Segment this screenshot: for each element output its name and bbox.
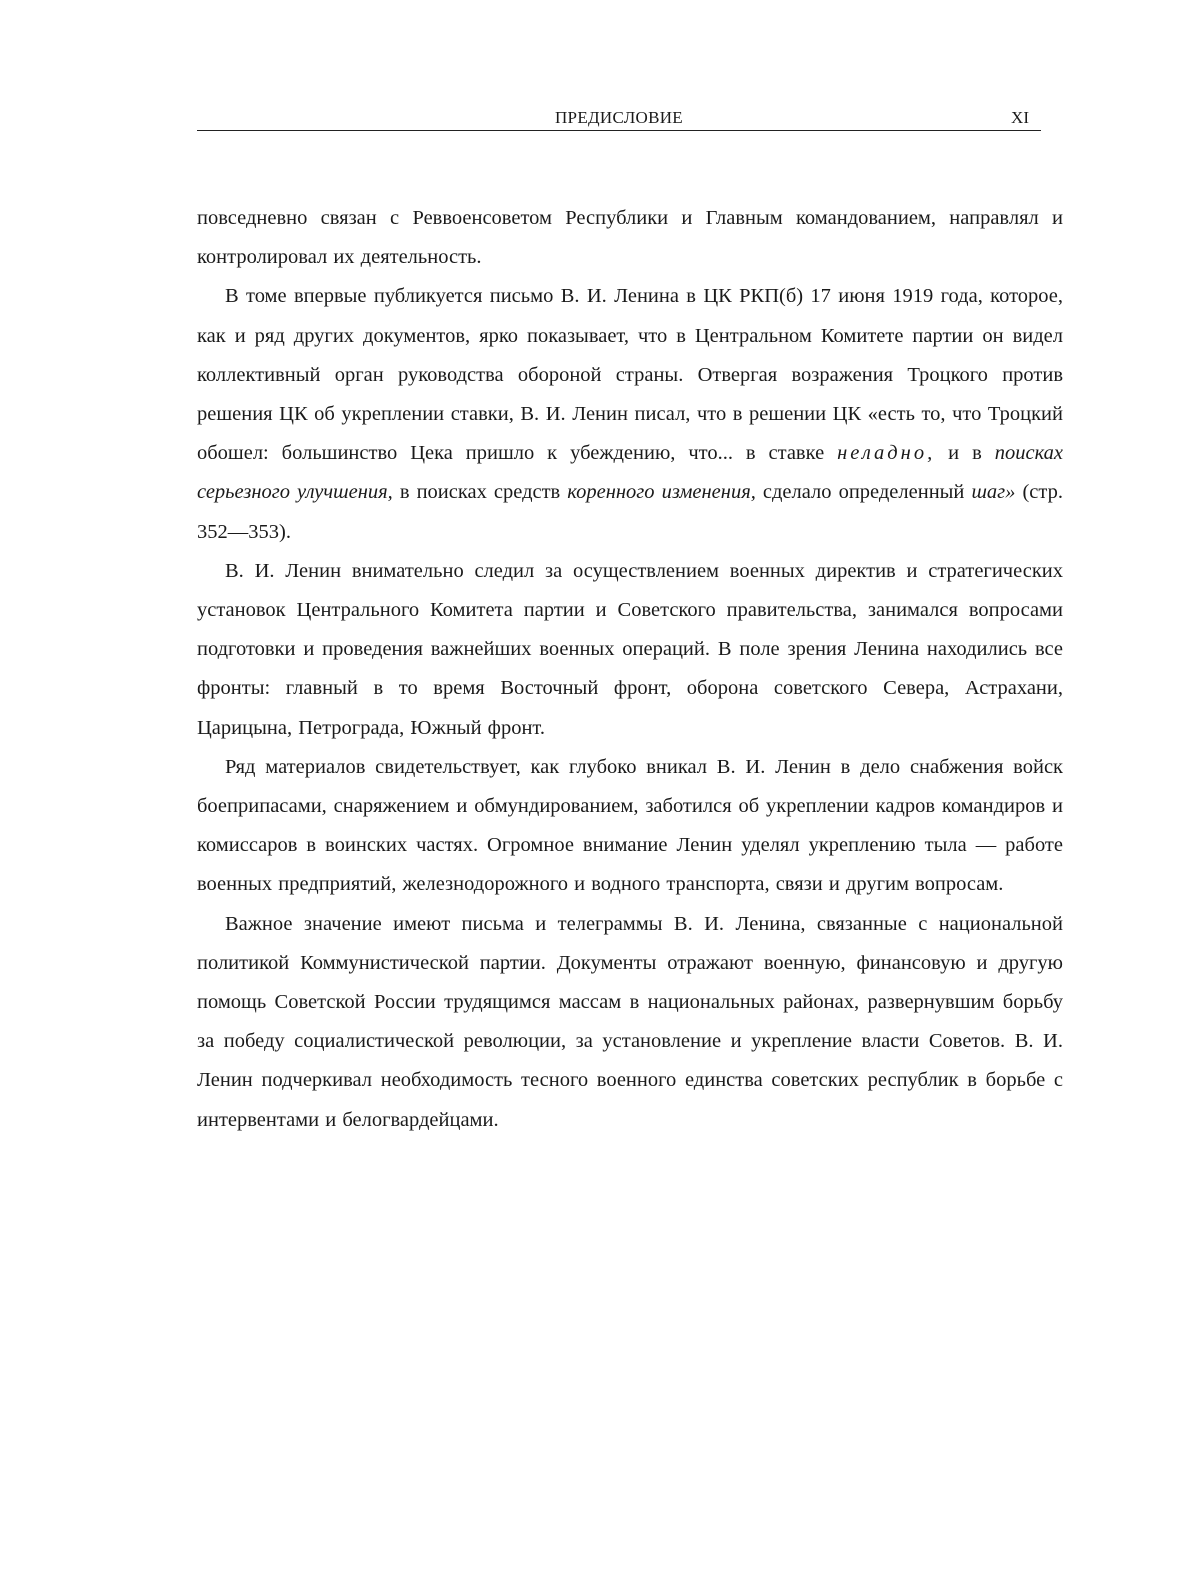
paragraph-3: В. И. Ленин внимательно следил за осуществлением военных директив и стратегических установок Центрального Комитета партии и Советского правительства, занимался вопросами подготовки и проведения важнейших военных операций. В поле зрения Ленина находились все фронты: главный в то время Восточный фронт, оборона советского Севера, Астрахани, Царицына, Петрограда, Южный фронт. xyxy=(197,559,1063,739)
paragraph-1: повседневно связан с Реввоенсоветом Республики и Главным командованием, направлял и контролировал их деятельность. xyxy=(197,207,1063,269)
paragraph-2-text-c: в поисках средств xyxy=(392,481,568,504)
emphasis-improvement: поисках серьезного улучшения, xyxy=(197,442,1063,504)
body-text xyxy=(197,199,1063,1140)
paragraph-2 xyxy=(197,277,1063,551)
paragraph-2-text-e: (стр. 352—353). xyxy=(197,481,1063,543)
paragraph-2-text-b: и в xyxy=(935,442,995,465)
emphasis-step: шаг» xyxy=(971,481,1016,504)
page-number: XI xyxy=(1011,108,1029,127)
paragraph-4: Ряд материалов свидетельствует, как глубоко вникал В. И. Ленин в дело снабжения войск боеприпасами, снаряжением и обмундированием, заботился об укреплении кадров командиров и комиссаров в воинских частях. Огромное внимание Ленин уделял укреплению тыла — работе военных предприятий, железнодорожного и водного транспорта, связи и другим вопросам. xyxy=(197,755,1063,896)
emphasis-nelado: неладно, xyxy=(837,442,936,465)
paragraph-2-text-a: В томе впервые публикуется письмо В. И. Ленина в ЦК РКП(б) 17 июня 1919 года, которое, как и ряд других документов, ярко показывает, что в Центральном Комитете партии он видел коллективный орган руководства обороной страны. Отвергая возражения Троцкого против решения ЦК об укреплении ставки, В. И. Ленин писал, что в решении ЦК «есть то, что Троцкий обошел: большинство Цека пришло к убеждению, что... в ставке xyxy=(197,285,1063,465)
page-header xyxy=(197,108,1041,131)
emphasis-radical-change: коренного изменения, xyxy=(567,481,756,504)
paragraph-2-text-d: сделало определенный xyxy=(755,481,972,504)
running-title: ПРЕДИСЛОВИЕ xyxy=(554,108,683,127)
paragraph-5: Важное значение имеют письма и телеграммы В. И. Ленина, связанные с национальной политикой Коммунистической партии. Документы отражают военную, финансовую и другую помощь Советской России трудящимся массам в национальных районах, развернувшим борьбу за победу социалистической революции, за установление и укрепление власти Советов. В. И. Ленин подчеркивал необходимость тесного военного единства советских республик в борьбе с интервентами и белогвардейцами. xyxy=(197,912,1063,1131)
